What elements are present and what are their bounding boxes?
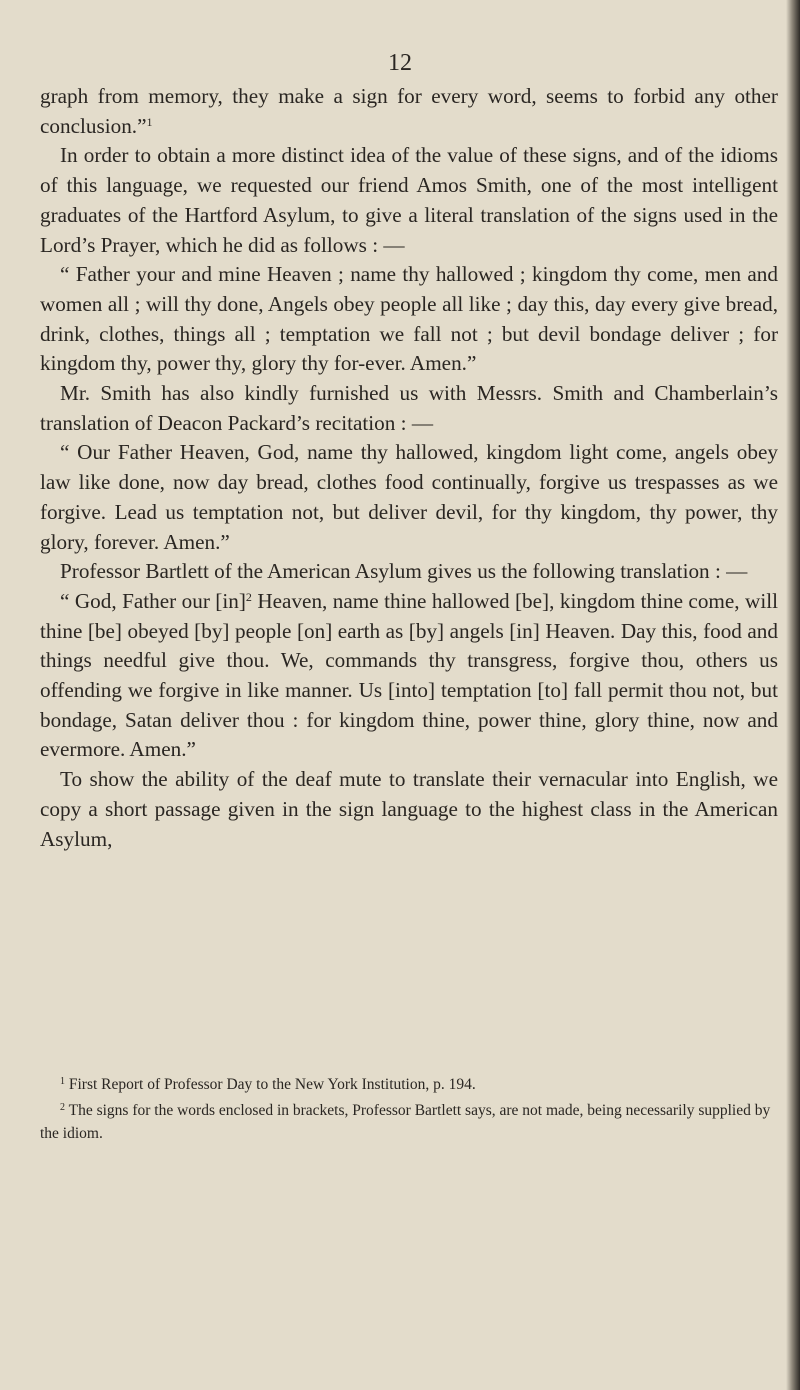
page-edge-shadow: [786, 0, 800, 1390]
body-text: [40, 82, 778, 854]
paragraph: [40, 82, 778, 141]
footnotes: [40, 1070, 778, 1145]
paragraph-text: Heaven, name thine hallowed [be], kingdom thine come, will thine [be] obeyed [by] people [on] earth as [by] angels [in] Heaven. Day this, food and things needful give thou. We, commands thy transgress, forgive thou, others us offending we forgive in like manner. Us [into] temptation [to] fall permit thou not, but bondage, Satan deliver thou : for kingdom thine, power thine, glory thine, now and evermore. Amen.”: [40, 588, 778, 762]
paragraph: [40, 587, 778, 765]
footnote-ref: 1: [146, 114, 153, 129]
paragraph-text: graph from memory, they make a sign for every word, seems to forbid any other conclusion.”: [40, 84, 778, 138]
page-number: 12: [388, 50, 412, 76]
footnote-text: The signs for the words enclosed in brackets, Professor Bartlett says, are not made, being necessarily supplied by the idiom.: [40, 1102, 771, 1142]
footnote-mark: 1: [60, 1076, 65, 1087]
paragraph: “ Our Father Heaven, God, name thy hallowed, kingdom light come, angels obey law like done, now day bread, clothes food continually, forgive us trespasses as we forgive. Lead us temptation not, but deliver devil, for thy kingdom, thy power, thy glory, forever. Amen.”: [40, 440, 778, 554]
footnote-ref: 2: [245, 589, 252, 604]
paragraph: “ Father your and mine Heaven ; name thy hallowed ; kingdom thy come, men and women all ; will thy done, Angels obey people all like ; day this, day every give bread, drink, clothes, things all ; temptation we fall not ; but devil bondage deliver ; for kingdom thy, power thy, glory thy for-ever. Amen.”: [40, 262, 778, 376]
paragraph: To show the ability of the deaf mute to translate their vernacular into English, we copy a short passage given in the sign language to the highest class in the American Asylum,: [40, 767, 778, 851]
paragraph: Professor Bartlett of the American Asylum gives us the following translation : —: [60, 559, 748, 584]
footnote: [40, 1096, 778, 1145]
paragraph: Mr. Smith has also kindly furnished us with Messrs. Smith and Chamberlain’s translation of Deacon Packard’s recitation : —: [40, 381, 778, 435]
footnote-text: First Report of Professor Day to the New York Institution, p. 194.: [68, 1076, 476, 1093]
footnote-mark: 2: [60, 1102, 65, 1113]
paragraph: In order to obtain a more distinct idea of the value of these signs, and of the idioms of this language, we requested our friend Amos Smith, one of the most intelligent graduates of the Hartford Asylum, to give a literal translation of the signs used in the Lord’s Prayer, which he did as follows : —: [40, 143, 778, 257]
paragraph-text: “ God, Father our [in]: [60, 588, 246, 613]
footnote: [40, 1070, 778, 1096]
